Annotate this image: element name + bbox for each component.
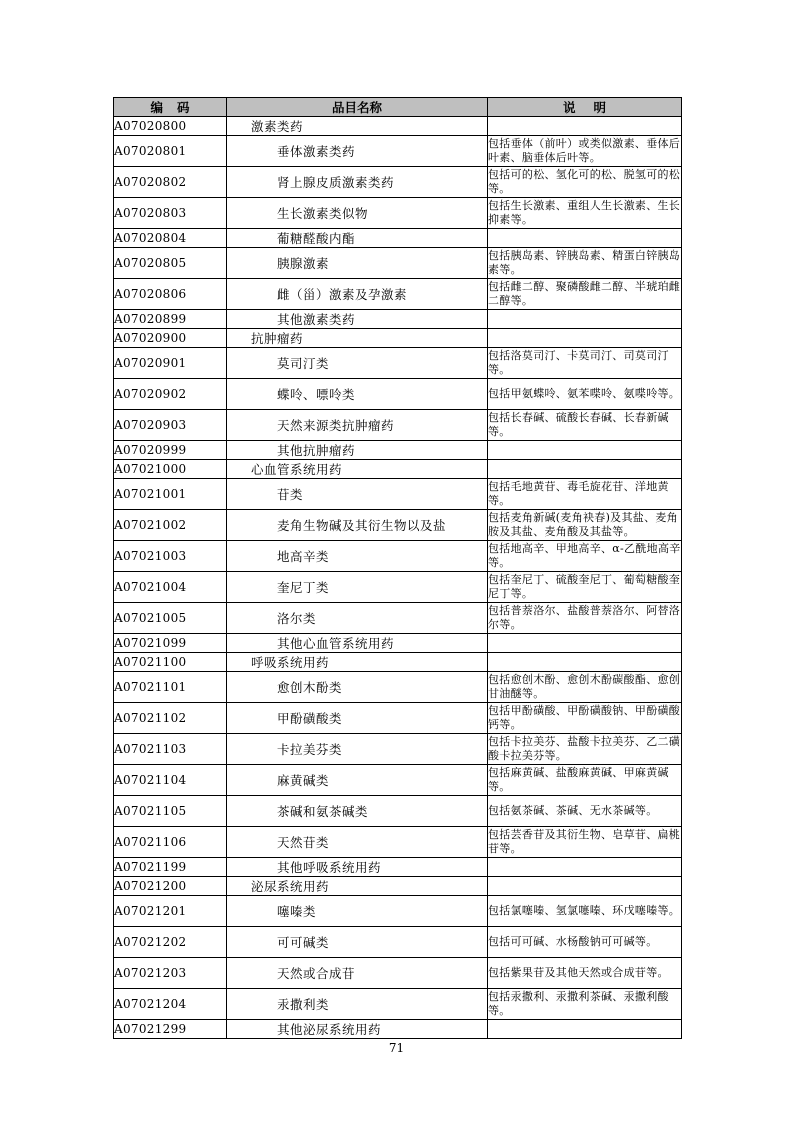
page-number: 71 <box>388 1041 405 1055</box>
table-row <box>114 479 682 510</box>
item-description: 包括汞撒利、汞撒利茶碱、汞撒利酸等。 <box>488 989 682 1020</box>
item-description: 包括普萘洛尔、盐酸普萘洛尔、阿替洛尔等。 <box>488 603 682 634</box>
item-name: 麦角生物碱及其衍生物以及盐 <box>227 510 488 541</box>
catalog-page <box>113 97 681 1039</box>
item-description: 包括紫果苷及其他天然或合成苷等。 <box>488 958 682 989</box>
item-name: 其他激素类药 <box>227 310 488 329</box>
item-description: 包括长春碱、硫酸长春碱、长春新碱等。 <box>488 410 682 441</box>
item-code: A07021001 <box>114 479 227 510</box>
item-name: 天然苷类 <box>227 827 488 858</box>
table-row <box>114 1020 682 1039</box>
category-name: 泌尿系统用药 <box>227 877 488 896</box>
item-name: 蝶呤、嘌呤类 <box>227 379 488 410</box>
item-code: A07020805 <box>114 248 227 279</box>
item-description: 包括卡拉美芬、盐酸卡拉美芬、乙二磺酸卡拉美芬等。 <box>488 734 682 765</box>
table-row <box>114 734 682 765</box>
item-name: 胰腺激素 <box>227 248 488 279</box>
table-row <box>114 460 682 479</box>
item-code: A07020802 <box>114 167 227 198</box>
table-row <box>114 989 682 1020</box>
table-row <box>114 441 682 460</box>
item-name: 其他心血管系统用药 <box>227 634 488 653</box>
category-name: 激素类药 <box>227 117 488 136</box>
category-name: 心血管系统用药 <box>227 460 488 479</box>
item-code: A07020902 <box>114 379 227 410</box>
header-code: 编码 <box>114 98 227 117</box>
item-description: 包括胰岛素、锌胰岛素、精蛋白锌胰岛素等。 <box>488 248 682 279</box>
item-code: A07020806 <box>114 279 227 310</box>
item-description <box>488 117 682 136</box>
table-row <box>114 858 682 877</box>
table-row <box>114 510 682 541</box>
table-row <box>114 348 682 379</box>
item-code: A07020800 <box>114 117 227 136</box>
item-code: A07021003 <box>114 541 227 572</box>
item-description: 包括毛地黄苷、毒毛旋花苷、洋地黄等。 <box>488 479 682 510</box>
item-description <box>488 329 682 348</box>
item-description <box>488 229 682 248</box>
item-name: 肾上腺皮质激素类药 <box>227 167 488 198</box>
header-name: 品目名称 <box>227 98 488 117</box>
item-description <box>488 877 682 896</box>
table-row <box>114 896 682 927</box>
table-row <box>114 310 682 329</box>
item-description: 包括可的松、氢化可的松、脱氢可的松等。 <box>488 167 682 198</box>
item-name: 其他呼吸系统用药 <box>227 858 488 877</box>
item-description: 包括洛莫司汀、卡莫司汀、司莫司汀等。 <box>488 348 682 379</box>
table-row <box>114 765 682 796</box>
item-description: 包括奎尼丁、硫酸奎尼丁、葡萄糖酸奎尼丁等。 <box>488 572 682 603</box>
item-code: A07021201 <box>114 896 227 927</box>
catalog-table <box>113 97 682 1039</box>
item-name: 愈创木酚类 <box>227 672 488 703</box>
item-code: A07021105 <box>114 796 227 827</box>
item-name: 洛尔类 <box>227 603 488 634</box>
item-code: A07020900 <box>114 329 227 348</box>
header-desc: 说明 <box>488 98 682 117</box>
item-code: A07021102 <box>114 703 227 734</box>
item-description <box>488 858 682 877</box>
table-row <box>114 796 682 827</box>
item-description: 包括麻黄碱、盐酸麻黄碱、甲麻黄碱等。 <box>488 765 682 796</box>
item-description: 包括雌二醇、聚磷酸雌二醇、半琥珀雌二醇等。 <box>488 279 682 310</box>
table-row <box>114 279 682 310</box>
item-code: A07021101 <box>114 672 227 703</box>
item-name: 可可碱类 <box>227 927 488 958</box>
table-row <box>114 927 682 958</box>
item-name: 地高辛类 <box>227 541 488 572</box>
item-name: 雌（甾）激素及孕激素 <box>227 279 488 310</box>
item-description <box>488 460 682 479</box>
item-name: 其他抗肿瘤药 <box>227 441 488 460</box>
table-row <box>114 379 682 410</box>
table-row <box>114 136 682 167</box>
item-code: A07020804 <box>114 229 227 248</box>
item-code: A07021204 <box>114 989 227 1020</box>
item-description: 包括垂体（前叶）或类似激素、垂体后叶素、脑垂体后叶等。 <box>488 136 682 167</box>
item-code: A07020801 <box>114 136 227 167</box>
item-code: A07021100 <box>114 653 227 672</box>
item-description <box>488 310 682 329</box>
item-code: A07021004 <box>114 572 227 603</box>
item-description: 包括麦角新碱(麦角袂春)及其盐、麦角胺及其盐、麦角酸及其盐等。 <box>488 510 682 541</box>
item-code: A07020903 <box>114 410 227 441</box>
table-row <box>114 877 682 896</box>
item-name: 苷类 <box>227 479 488 510</box>
item-description: 包括可可碱、水杨酸钠可可碱等。 <box>488 927 682 958</box>
item-name: 葡糖醛酸内酯 <box>227 229 488 248</box>
item-code: A07021199 <box>114 858 227 877</box>
item-name: 茶碱和氨茶碱类 <box>227 796 488 827</box>
item-code: A07021200 <box>114 877 227 896</box>
item-description: 包括生长激素、重组人生长激素、生长抑素等。 <box>488 198 682 229</box>
item-description: 包括氨茶碱、茶碱、无水茶碱等。 <box>488 796 682 827</box>
item-description <box>488 441 682 460</box>
table-row <box>114 229 682 248</box>
item-code: A07021002 <box>114 510 227 541</box>
item-code: A07020803 <box>114 198 227 229</box>
item-name: 噻嗪类 <box>227 896 488 927</box>
table-row <box>114 603 682 634</box>
item-name: 汞撒利类 <box>227 989 488 1020</box>
table-row <box>114 958 682 989</box>
item-description: 包括愈创木酚、愈创木酚碳酸酯、愈创甘油醚等。 <box>488 672 682 703</box>
table-row <box>114 653 682 672</box>
item-code: A07021000 <box>114 460 227 479</box>
table-header-row <box>114 98 682 117</box>
item-name: 其他泌尿系统用药 <box>227 1020 488 1039</box>
item-code: A07021099 <box>114 634 227 653</box>
item-description <box>488 1020 682 1039</box>
item-name: 甲酚磺酸类 <box>227 703 488 734</box>
item-description: 包括氯噻嗪、氢氯噻嗪、环戊噻嗪等。 <box>488 896 682 927</box>
item-name: 垂体激素类药 <box>227 136 488 167</box>
table-row <box>114 827 682 858</box>
item-name: 卡拉美芬类 <box>227 734 488 765</box>
item-description: 包括地高辛、甲地高辛、α-乙酰地高辛等。 <box>488 541 682 572</box>
table-row <box>114 167 682 198</box>
item-code: A07021202 <box>114 927 227 958</box>
item-code: A07021104 <box>114 765 227 796</box>
table-row <box>114 198 682 229</box>
item-name: 天然来源类抗肿瘤药 <box>227 410 488 441</box>
item-name: 天然或合成苷 <box>227 958 488 989</box>
item-code: A07021106 <box>114 827 227 858</box>
item-code: A07021103 <box>114 734 227 765</box>
table-row <box>114 634 682 653</box>
table-row <box>114 410 682 441</box>
table-row <box>114 329 682 348</box>
catalog-body <box>114 117 682 1039</box>
item-description: 包括芸香苷及其衍生物、皂草苷、扁桃苷等。 <box>488 827 682 858</box>
item-code: A07021203 <box>114 958 227 989</box>
item-name: 奎尼丁类 <box>227 572 488 603</box>
table-row <box>114 541 682 572</box>
table-row <box>114 248 682 279</box>
item-code: A07020999 <box>114 441 227 460</box>
item-description <box>488 634 682 653</box>
table-row <box>114 117 682 136</box>
item-name: 生长激素类似物 <box>227 198 488 229</box>
table-row <box>114 672 682 703</box>
category-name: 抗肿瘤药 <box>227 329 488 348</box>
item-code: A07020901 <box>114 348 227 379</box>
item-code: A07021005 <box>114 603 227 634</box>
item-description: 包括甲氨蝶呤、氨苯喋呤、氨喋呤等。 <box>488 379 682 410</box>
item-description <box>488 653 682 672</box>
item-code: A07020899 <box>114 310 227 329</box>
item-name: 莫司汀类 <box>227 348 488 379</box>
item-name: 麻黄碱类 <box>227 765 488 796</box>
category-name: 呼吸系统用药 <box>227 653 488 672</box>
item-description: 包括甲酚磺酸、甲酚磺酸钠、甲酚磺酸钙等。 <box>488 703 682 734</box>
table-row <box>114 703 682 734</box>
item-code: A07021299 <box>114 1020 227 1039</box>
table-row <box>114 572 682 603</box>
